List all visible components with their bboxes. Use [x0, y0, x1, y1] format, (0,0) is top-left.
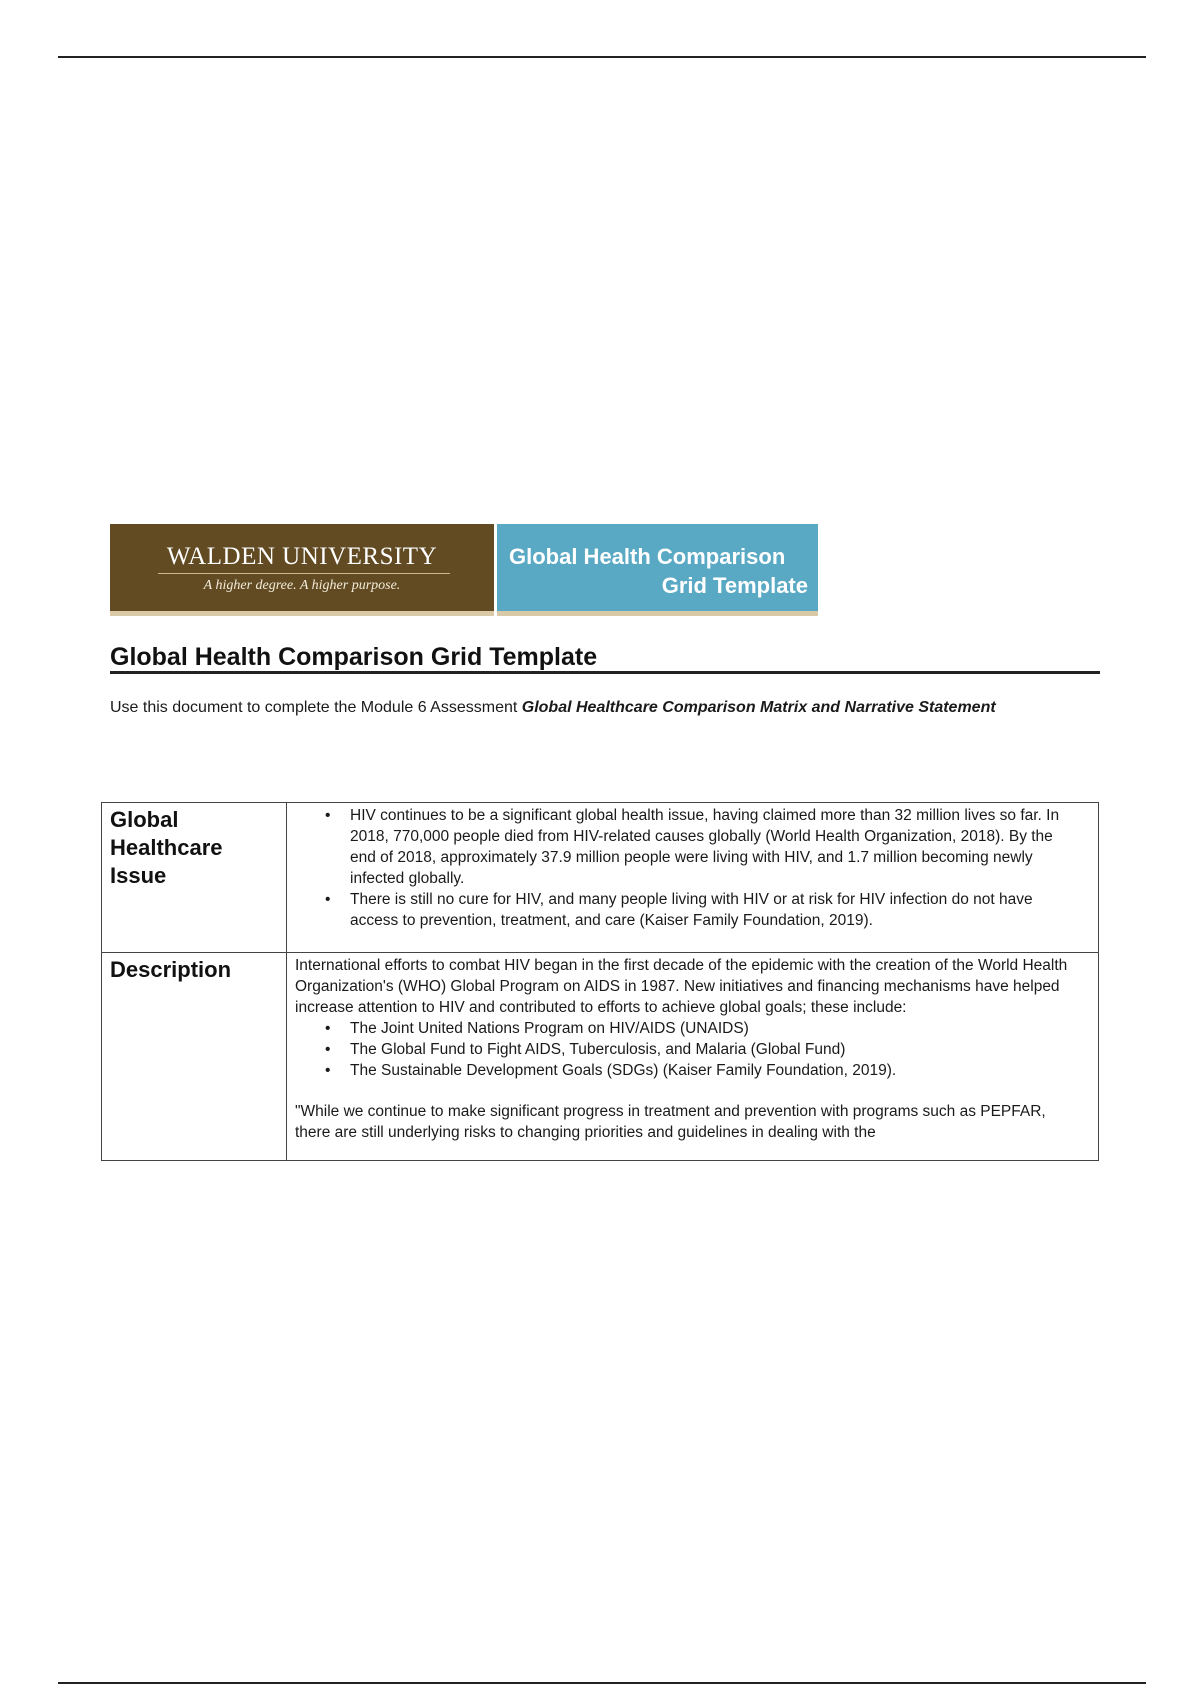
list-item — [325, 1018, 1078, 1039]
intro-text: Use this document to complete the Module 6 Assessment — [110, 699, 522, 716]
banner-title-line-1: Global Health Comparison — [509, 544, 786, 569]
issue-bullet-list — [295, 805, 1078, 931]
grid-row-description — [102, 953, 1099, 1161]
list-item-text: The Sustainable Development Goals (SDGs) (Kaiser Family Foundation, 2019). — [350, 1062, 897, 1079]
comparison-grid — [101, 802, 1099, 1161]
university-name: WALDEN UNIVERSITY — [166, 543, 438, 570]
page-top-rule — [58, 56, 1146, 58]
bullet-icon: • — [325, 1062, 331, 1079]
walden-banner — [110, 524, 818, 616]
grid-row-issue — [102, 803, 1099, 953]
description-paragraph: International efforts to combat HIV began in the first decade of the epidemic with the creation of the World Health Organization's (WHO) Global Program on AIDS in 1987. New initiatives and financing mechanisms have helped increase attention to HIV and contributed to efforts to achieve global goals; these include: — [295, 957, 1068, 1016]
banner-title-line-2: Grid Template — [661, 573, 808, 598]
description-content — [287, 953, 1099, 1161]
list-item — [325, 1060, 1078, 1081]
university-tagline: A higher degree. A higher purpose. — [203, 578, 401, 593]
bullet-icon: • — [325, 891, 331, 908]
page-bottom-rule — [58, 1682, 1146, 1684]
list-item-text: The Global Fund to Fight AIDS, Tuberculosis, and Malaria (Global Fund) — [350, 1041, 846, 1058]
description-bullet-list — [295, 1018, 1078, 1081]
bullet-icon: • — [325, 1020, 331, 1037]
bullet-icon: • — [325, 807, 331, 824]
banner-title-block — [497, 524, 818, 616]
list-item-text: The Joint United Nations Program on HIV/AIDS (UNAIDS) — [350, 1020, 749, 1037]
logo-divider — [158, 573, 450, 574]
list-item-text: HIV continues to be a significant global health issue, having claimed more than 32 million lives so far. In 2018, 770,000 people died from HIV-related causes globally (World Health Organization, 2018). By the end of 2018, approximately 37.9 million people were living with HIV, and 1.7 million becoming newly infected globally. — [350, 807, 1060, 887]
heading-underline — [110, 671, 1100, 674]
document-heading: Global Health Comparison Grid Template — [110, 643, 598, 671]
issue-label: Global Healthcare Issue — [102, 803, 287, 953]
bullet-icon: • — [325, 1041, 331, 1058]
list-item-text: There is still no cure for HIV, and many people living with HIV or at risk for HIV infection do not have access to prevention, treatment, and care (Kaiser Family Foundation, 2019). — [350, 891, 1033, 929]
intro-paragraph — [110, 697, 1100, 719]
list-item — [325, 889, 1078, 931]
list-item — [325, 805, 1078, 889]
description-quote: "While we continue to make significant progress in treatment and prevention with programs such as PEPFAR, there are still underlying risks to changing priorities and guidelines in dealing with the — [295, 1103, 1046, 1141]
list-item — [325, 1039, 1078, 1060]
issue-content — [287, 803, 1099, 953]
intro-emphasis: Global Healthcare Comparison Matrix and Narrative Statement — [521, 699, 996, 716]
description-label: Description — [102, 953, 287, 1161]
walden-logo — [110, 524, 494, 616]
